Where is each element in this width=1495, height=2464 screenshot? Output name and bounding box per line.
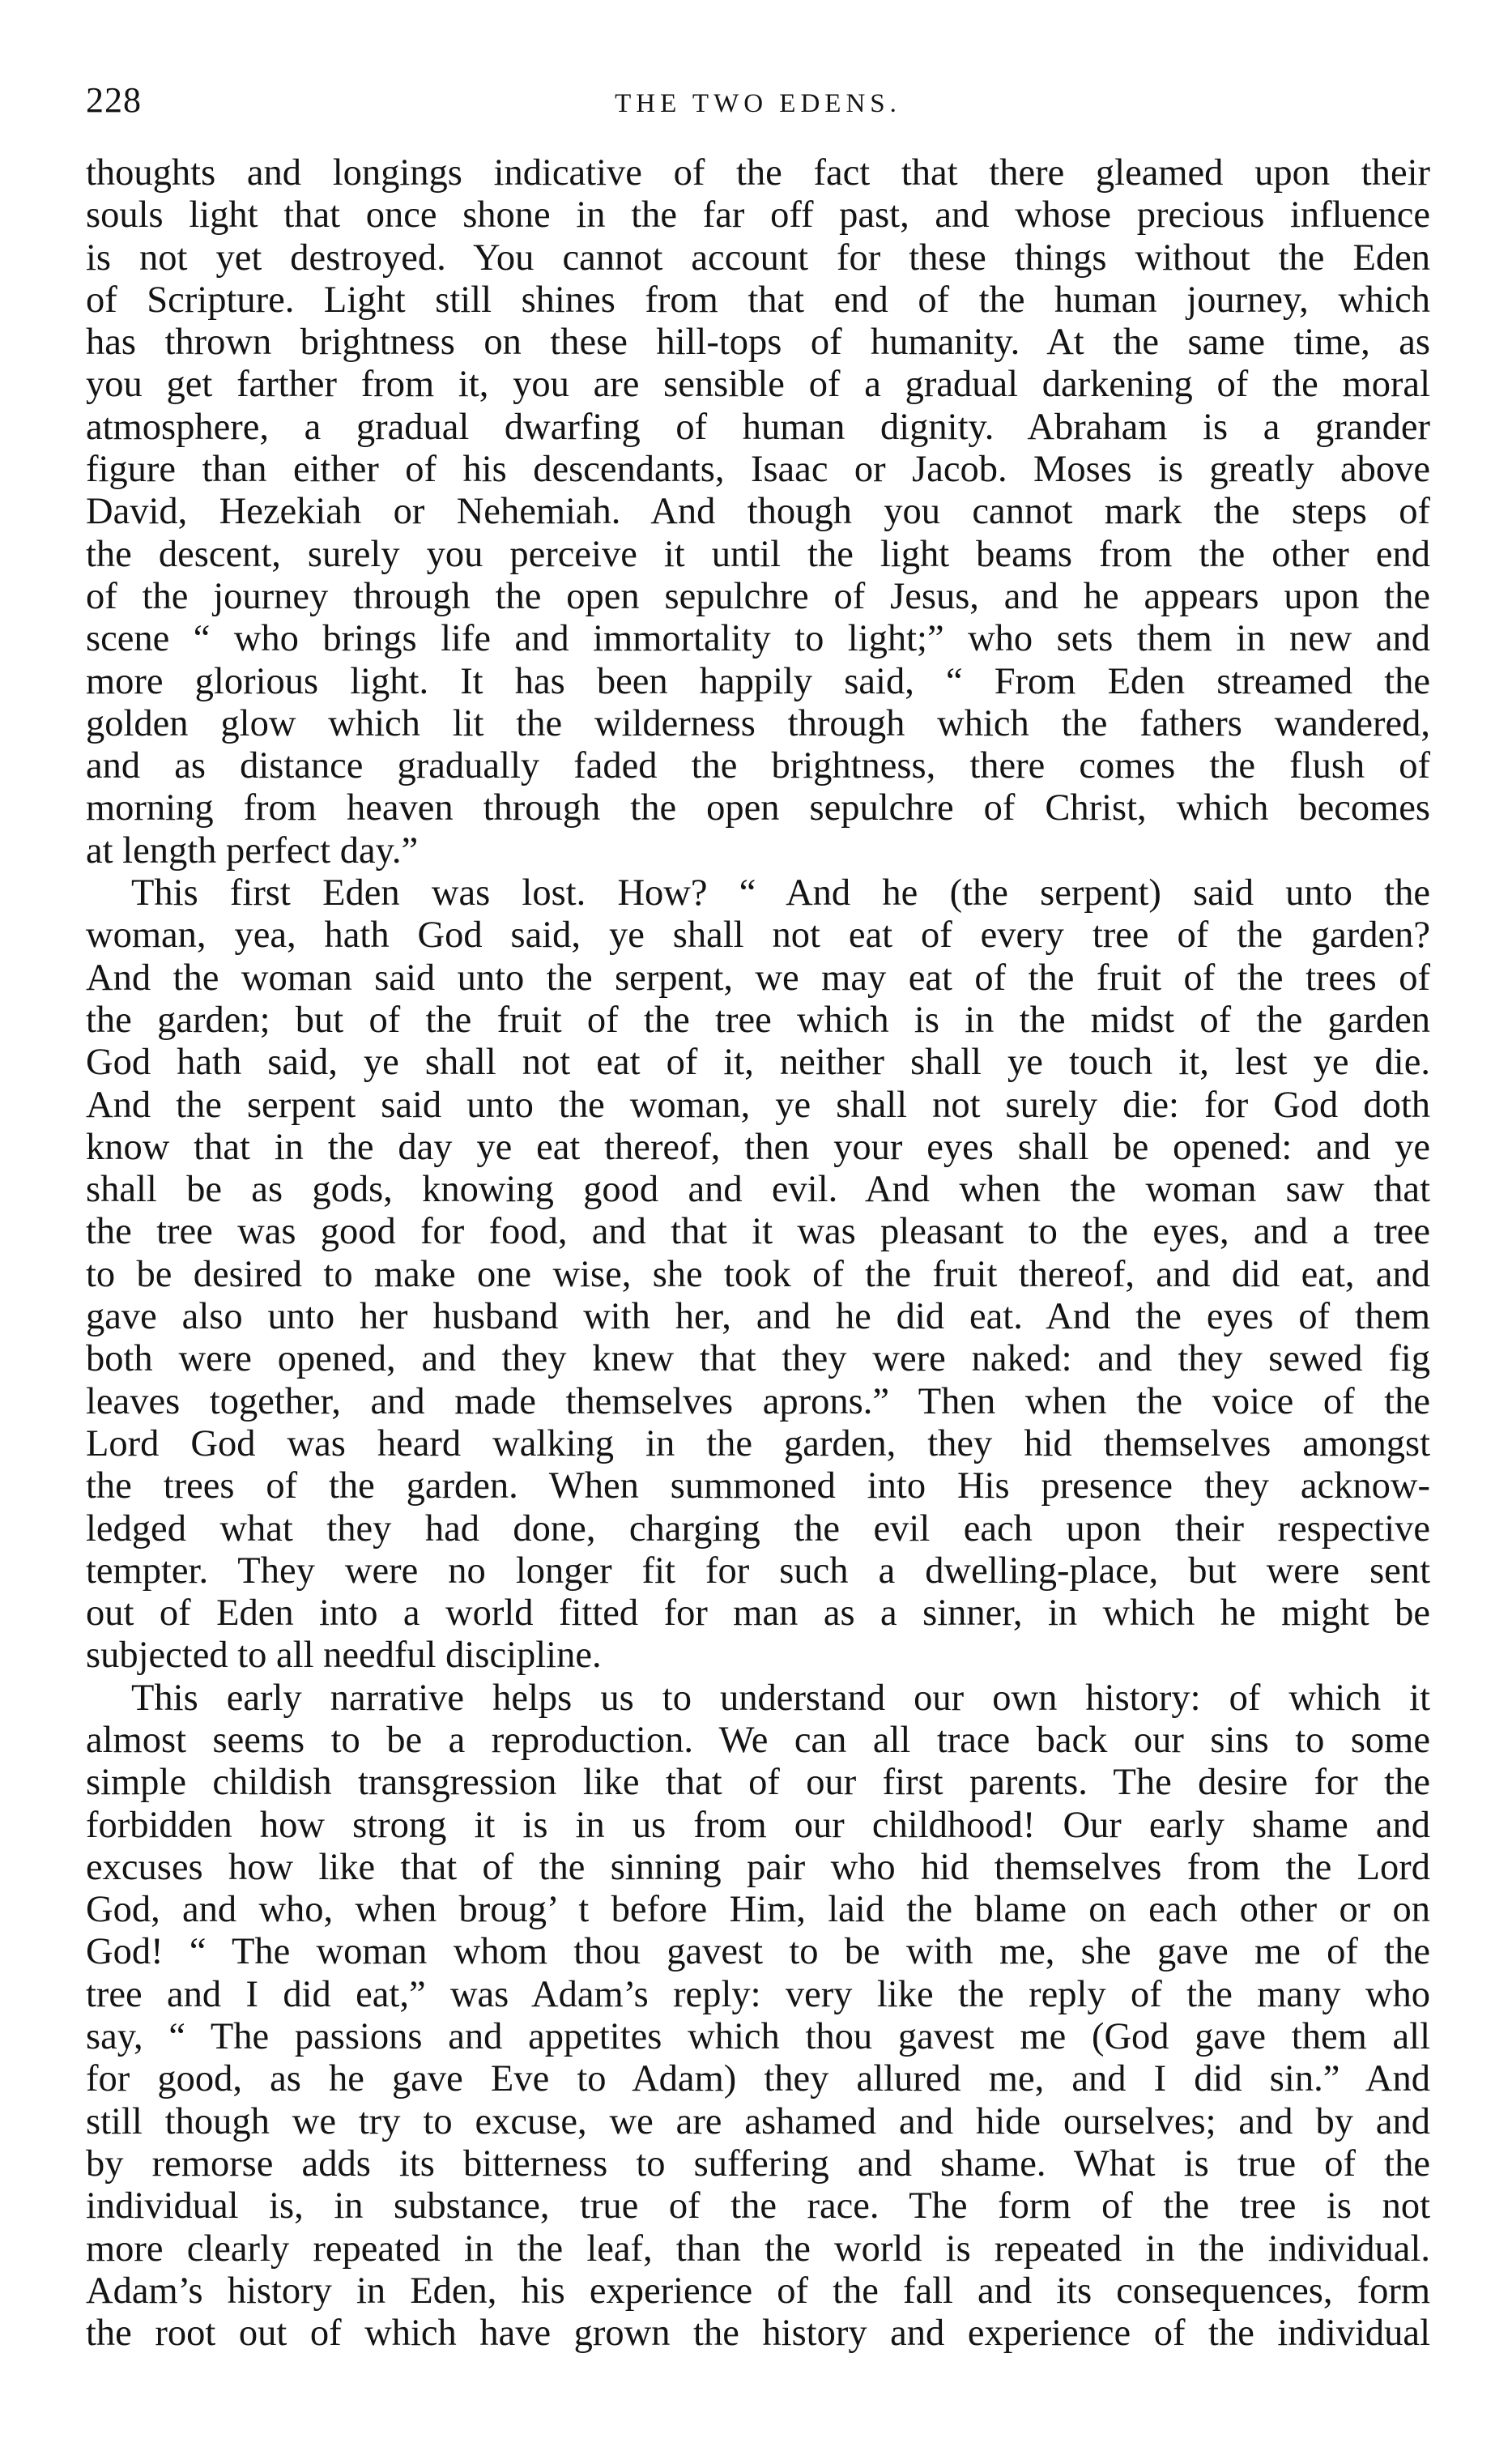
text-line: to be desired to make one wise, she took of the fruit thereof, and did eat, and	[86, 1253, 1430, 1295]
text-line: has thrown brightness on these hill-tops of humanity. At the same time, as	[86, 322, 1430, 364]
text-line: excuses how like that of the sinning pair who hid themselves from the Lord	[86, 1846, 1430, 1888]
page-header	[86, 76, 1430, 125]
text-line: This first Eden was lost. How? “ And he (the serpent) said unto the	[131, 872, 1430, 914]
running-title: THE TWO EDENS.	[615, 89, 901, 118]
text-line: of the journey through the open sepulchre of Jesus, and he appears upon the	[86, 575, 1430, 617]
text-line: know that in the day ye eat thereof, then your eyes shall be opened: and ye	[86, 1126, 1430, 1168]
text-line: the root out of which have grown the history and experience of the individual	[86, 2313, 1430, 2355]
text-line: the tree was good for food, and that it was pleasant to the eyes, and a tree	[86, 1211, 1430, 1253]
text-line: gave also unto her husband with her, and he did eat. And the eyes of them	[86, 1296, 1430, 1338]
text-line: ledged what they had done, charging the evil each upon their respective	[86, 1507, 1430, 1550]
text-line: tree and I did eat,” was Adam’s reply: very like the reply of the many who	[86, 1973, 1430, 2015]
page-number: 228	[86, 80, 142, 120]
text-line: simple childish transgression like that of our first parents. The desire for the	[86, 1762, 1430, 1804]
text-line: almost seems to be a reproduction. We can all trace back our sins to some	[86, 1719, 1430, 1761]
text-line: say, “ The passions and appetites which thou gavest me (God gave them all	[86, 2016, 1430, 2058]
text-line: Adam’s history in Eden, his experience of the fall and its consequences, form	[86, 2270, 1430, 2312]
text-line: subjected to all needful discipline.	[86, 1635, 602, 1677]
text-line: more clearly repeated in the leaf, than the world is repeated in the individual.	[86, 2227, 1430, 2270]
body-text	[86, 152, 1430, 2355]
text-line: tempter. They were no longer fit for such a dwelling-place, but were sent	[86, 1550, 1430, 1592]
text-line: figure than either of his descendants, Isaac or Jacob. Moses is greatly above	[86, 449, 1430, 491]
text-line: woman, yea, hath God said, ye shall not eat of every tree of the garden?	[86, 914, 1430, 957]
text-line: golden glow which lit the wilderness through which the fathers wandered,	[86, 702, 1430, 744]
text-line: you get farther from it, you are sensible of a gradual darkening of the moral	[86, 364, 1430, 406]
text-line: God! “ The woman whom thou gavest to be with me, she gave me of the	[86, 1931, 1430, 1973]
text-line: is not yet destroyed. You cannot account for these things without the Eden	[86, 237, 1430, 279]
text-line: morning from heaven through the open sepulchre of Christ, which becomes	[86, 787, 1430, 829]
text-line: the descent, surely you perceive it until the light beams from the other end	[86, 533, 1430, 575]
text-line: still though we try to excuse, we are ashamed and hide ourselves; and by and	[86, 2100, 1430, 2142]
text-line: the garden; but of the fruit of the tree which is in the midst of the garden	[86, 999, 1430, 1041]
text-line: by remorse adds its bitterness to suffering and shame. What is true of the	[86, 2142, 1430, 2185]
text-line: both were opened, and they knew that they were naked: and they sewed fig	[86, 1338, 1430, 1380]
text-line: more glorious light. It has been happily said, “ From Eden streamed the	[86, 660, 1430, 702]
text-line: God hath said, ye shall not eat of it, neither shall ye touch it, lest ye die.	[86, 1042, 1430, 1084]
text-line: out of Eden into a world fitted for man as a sinner, in which he might be	[86, 1592, 1430, 1635]
text-line: God, and who, when broug’ t before Him, laid the blame on each other or on	[86, 1889, 1430, 1931]
text-line: and as distance gradually faded the brightness, there comes the flush of	[86, 745, 1430, 787]
text-line: shall be as gods, knowing good and evil. And when the woman saw that	[86, 1169, 1430, 1211]
text-line: thoughts and longings indicative of the fact that there gleamed upon their	[86, 152, 1430, 194]
text-line: individual is, in substance, true of the race. The form of the tree is not	[86, 2185, 1430, 2227]
text-line: souls light that once shone in the far off past, and whose precious influence	[86, 194, 1430, 237]
text-line: atmosphere, a gradual dwarfing of human dignity. Abraham is a grander	[86, 406, 1430, 448]
text-line: Lord God was heard walking in the garden, they hid themselves amongst	[86, 1422, 1430, 1464]
text-line: forbidden how strong it is in us from our childhood! Our early shame and	[86, 1804, 1430, 1846]
text-line: This early narrative helps us to understand our own history: of which it	[131, 1677, 1430, 1719]
text-line: And the serpent said unto the woman, ye shall not surely die: for God doth	[86, 1084, 1430, 1126]
text-line: the trees of the garden. When summoned into His presence they acknow-	[86, 1465, 1430, 1507]
text-line: at length perfect day.”	[86, 829, 419, 872]
text-line: leaves together, and made themselves aprons.” Then when the voice of the	[86, 1380, 1430, 1422]
text-line: And the woman said unto the serpent, we may eat of the fruit of the trees of	[86, 957, 1430, 999]
text-line: of Scripture. Light still shines from that end of the human journey, which	[86, 279, 1430, 321]
text-line: scene “ who brings life and immortality to light;” who sets them in new and	[86, 618, 1430, 660]
text-line: for good, as he gave Eve to Adam) they allured me, and I did sin.” And	[86, 2058, 1430, 2100]
text-line: David, Hezekiah or Nehemiah. And though you cannot mark the steps of	[86, 491, 1430, 533]
